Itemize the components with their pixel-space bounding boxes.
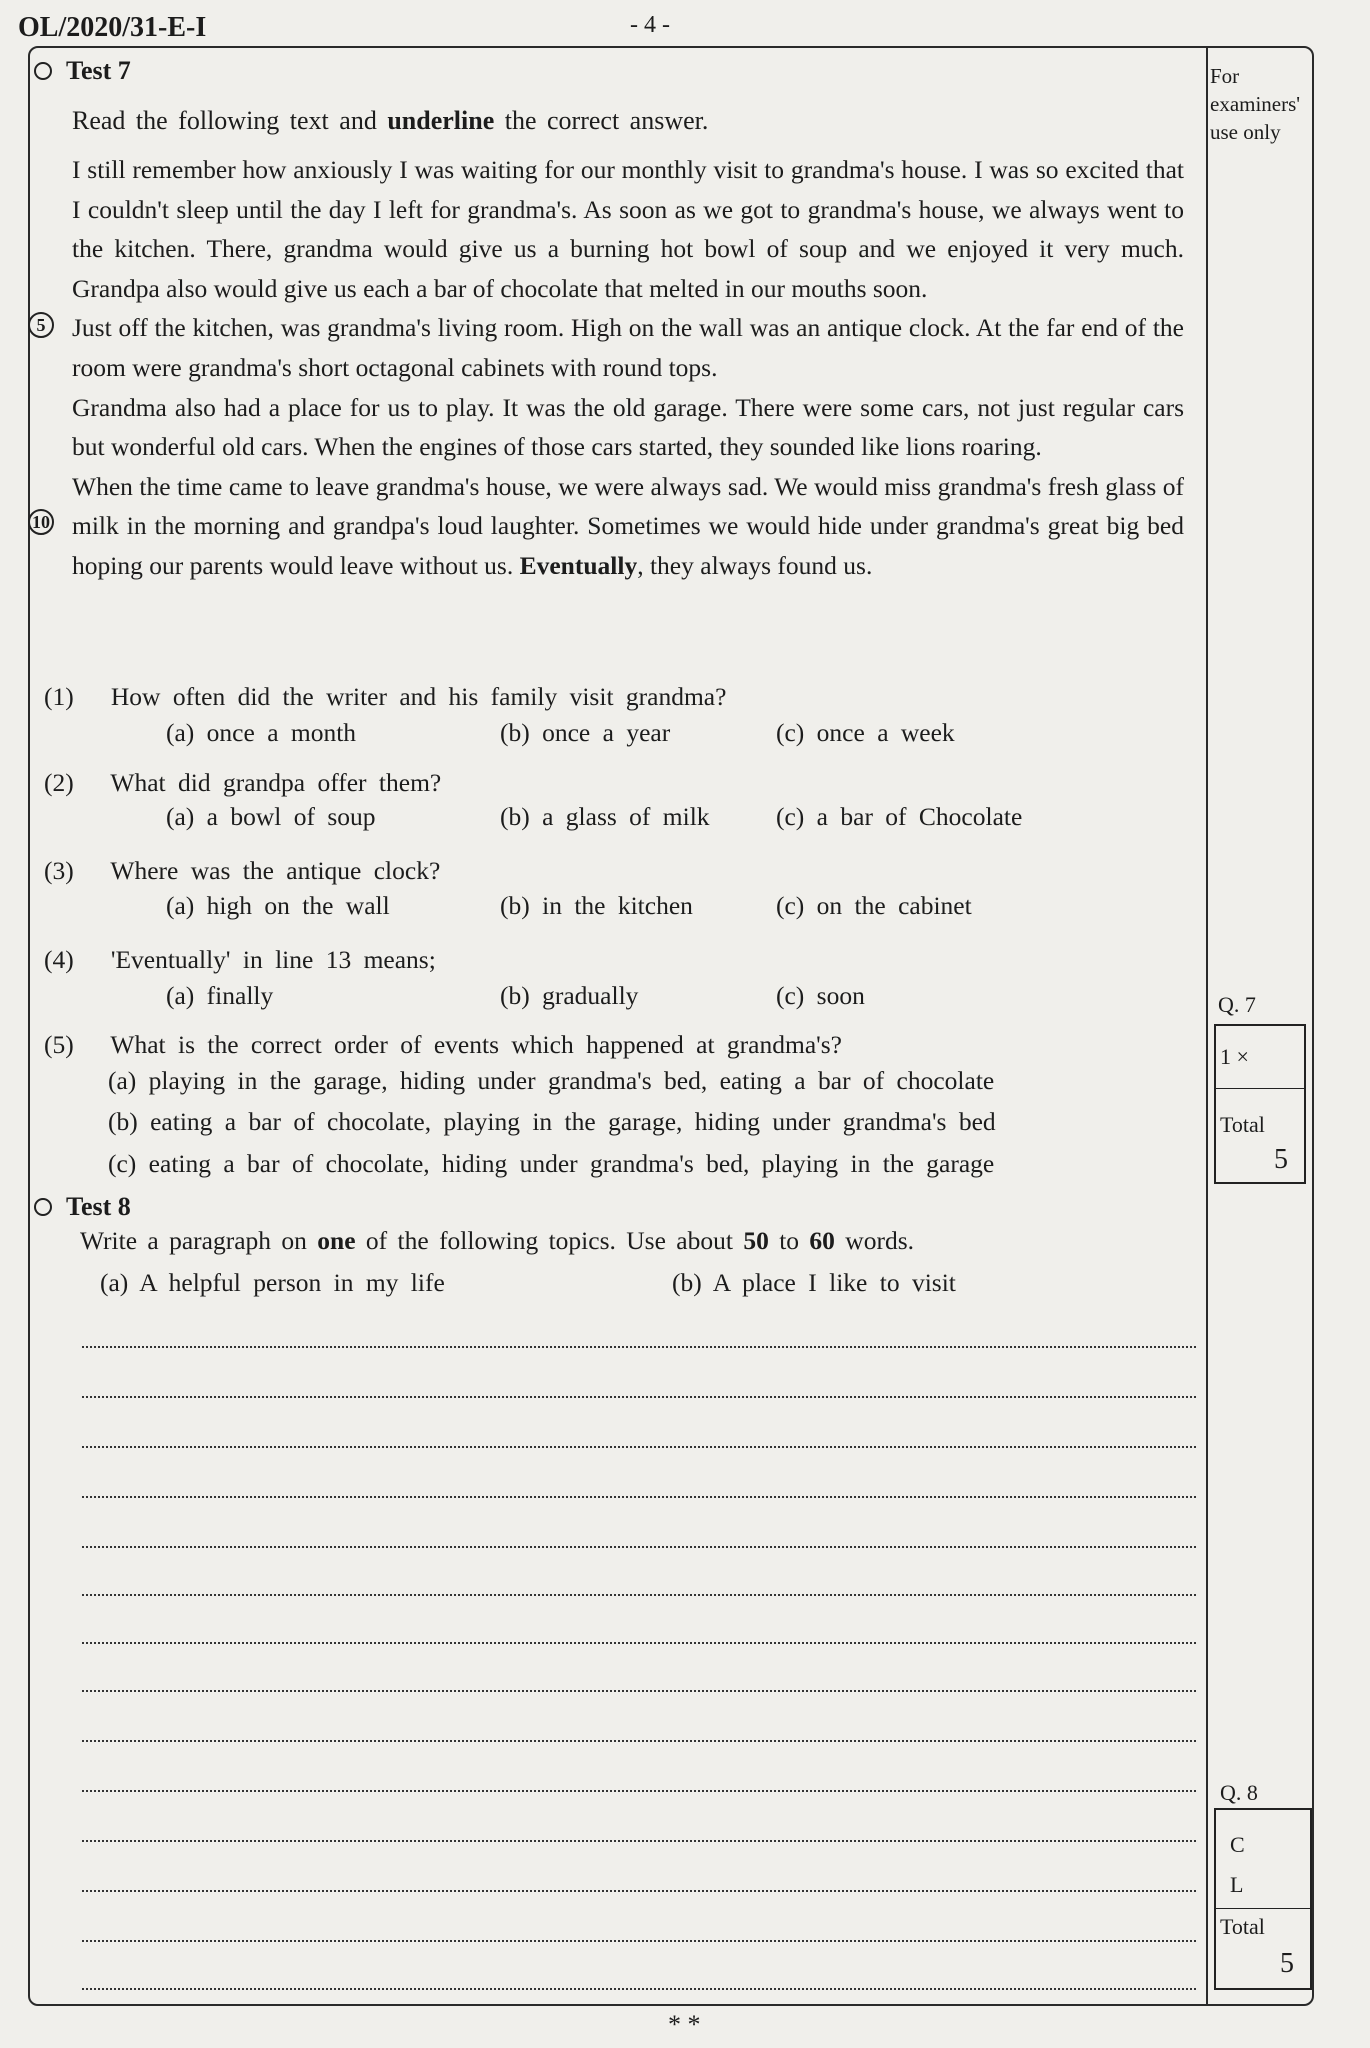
q5-option-b[interactable]: (b) eating a bar of chocolate, playing in the garage, hiding under grandma's bed (108, 1107, 996, 1136)
writing-line[interactable] (82, 1546, 1196, 1548)
writing-line[interactable] (82, 1740, 1196, 1742)
q7-multiplier: 1 × (1220, 1044, 1249, 1069)
underline-keyword: underline (387, 106, 495, 135)
page-number: - 4 - (630, 12, 670, 38)
test7-instruction: Read the following text and underline the correct answer. (72, 106, 709, 135)
examiners-use-label: For examiners' use only (1210, 64, 1301, 144)
circle-bullet-icon (34, 62, 52, 80)
q8-total-value: 5 (1280, 1948, 1294, 1979)
q8-content-label: C (1230, 1832, 1245, 1857)
passage-paragraph-2: Just off the kitchen, was grandma's living room. High on the wall was an antique clock. At the far end of the room were grandma's short octagonal cabinets with round tops. (72, 313, 1184, 382)
passage-paragraph-4: When the time came to leave grandma's house, we were always sad. We would miss grandma's fresh glass of milk in the morning and grandpa's loud laughter. Sometimes we would hide under grandma's great big bed hoping our parents would leave without us. Eventually, they always found us. (72, 471, 1184, 580)
q5-option-c[interactable]: (c) eating a bar of chocolate, hiding under grandma's bed, playing in the garage (108, 1149, 995, 1178)
q1-option-c[interactable]: (c) once a week (776, 718, 955, 747)
test8-instruction: Write a paragraph on one of the following topics. Use about 50 to 60 words. (80, 1226, 915, 1255)
q3-option-b[interactable]: (b) in the kitchen (500, 891, 693, 920)
q1-option-a[interactable]: (a) once a month (166, 718, 357, 747)
q2-option-a[interactable]: (a) a bowl of soup (166, 802, 376, 831)
writing-line[interactable] (82, 1396, 1196, 1398)
q1-option-b[interactable]: (b) once a year (500, 718, 671, 747)
test7-title: Test 7 (66, 56, 131, 85)
q8-score-box (1214, 1808, 1312, 1990)
writing-line[interactable] (82, 1940, 1196, 1942)
q7-score-label: Q. 7 (1218, 992, 1256, 1017)
writing-line[interactable] (82, 1642, 1196, 1644)
topic-a[interactable]: (a) A helpful person in my life (100, 1268, 445, 1297)
q3-option-a[interactable]: (a) high on the wall (166, 891, 390, 920)
q4-option-c[interactable]: (c) soon (776, 981, 865, 1010)
footer-marks: * * (668, 2010, 701, 2039)
writing-line[interactable] (82, 1690, 1196, 1692)
q3-option-c[interactable]: (c) on the cabinet (776, 891, 972, 920)
writing-line[interactable] (82, 1988, 1196, 1990)
test8-heading (34, 1192, 131, 1222)
q2-option-b[interactable]: (b) a glass of milk (500, 802, 710, 831)
passage-paragraph-3: Grandma also had a place for us to play. It was the old garage. There were some cars, not just regular cars but wonderful old cars. When the engines of those cars started, they sounded like lions roaring. (72, 392, 1184, 462)
writing-line[interactable] (82, 1496, 1196, 1498)
q7-score-box (1214, 1024, 1306, 1184)
topic-b[interactable]: (b) A place I like to visit (672, 1268, 956, 1297)
test7-heading (34, 56, 131, 86)
q7-total-value: 5 (1274, 1144, 1288, 1175)
writing-line[interactable] (82, 1890, 1196, 1892)
writing-line[interactable] (82, 1840, 1196, 1842)
q8-total-label: Total (1220, 1914, 1265, 1939)
line-number-10: 10 (28, 509, 54, 535)
q8-language-label: L (1230, 1872, 1244, 1897)
line-number-5: 5 (28, 312, 54, 338)
writing-line[interactable] (82, 1594, 1196, 1596)
writing-line[interactable] (82, 1446, 1196, 1448)
test8-title: Test 8 (66, 1192, 131, 1221)
circle-bullet-icon (34, 1198, 52, 1216)
eventually-keyword: Eventually (519, 550, 638, 580)
q4-option-a[interactable]: (a) finally (166, 981, 274, 1010)
q7-total-label: Total (1220, 1112, 1265, 1137)
header-code: OL/2020/31-E-I (18, 12, 207, 43)
q8-score-label: Q. 8 (1220, 1780, 1258, 1805)
writing-line[interactable] (82, 1790, 1196, 1792)
writing-line[interactable] (82, 1346, 1196, 1348)
passage-paragraph-1: I still remember how anxiously I was waiting for our monthly visit to grandma's house. I was so excited that I couldn't sleep until the day I left for grandma's. As soon as we got to grandma's house, we always went to the kitchen. There, grandma would give us a burning hot bowl of soup and we enjoyed it very much. Grandpa also would give us each a bar of chocolate that melted in our mouths soon. (72, 155, 1184, 303)
q4-option-b[interactable]: (b) gradually (500, 981, 639, 1010)
examiner-column-divider (1206, 46, 1208, 2006)
q2-option-c[interactable]: (c) a bar of Chocolate (776, 802, 1023, 831)
reading-passage (72, 150, 1184, 586)
q5-option-a[interactable]: (a) playing in the garage, hiding under grandma's bed, eating a bar of chocolate (108, 1066, 995, 1095)
